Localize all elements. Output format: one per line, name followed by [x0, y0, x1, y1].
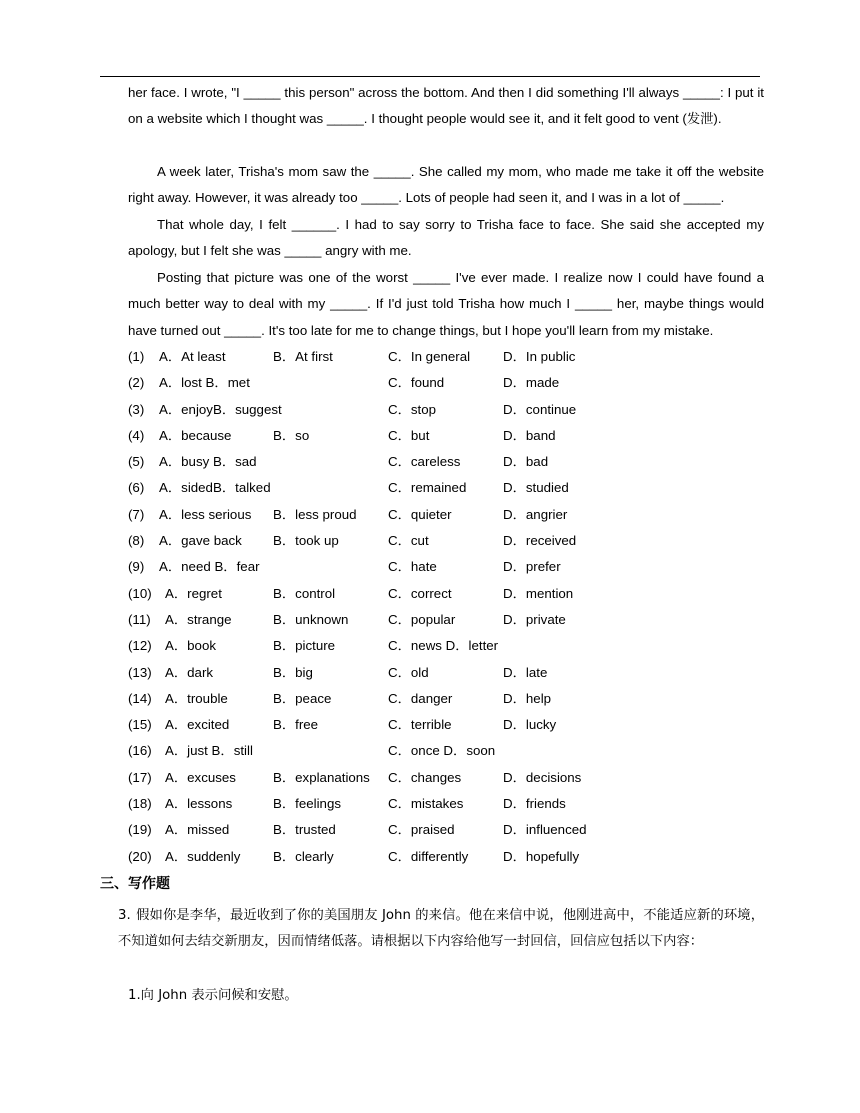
option-a: A．suddenly: [165, 848, 241, 864]
option-row: [128, 844, 768, 870]
option-a: A．excuses: [165, 769, 236, 785]
option-b: B．unknown: [273, 611, 349, 627]
option-c: C．quieter: [388, 506, 452, 522]
option-d: D．influenced: [503, 822, 587, 838]
option-row: [128, 554, 768, 580]
option-c: C．praised: [388, 822, 455, 838]
option-a: A．less serious: [159, 506, 252, 522]
option-d: D．late: [503, 664, 548, 680]
option-b: B．picture: [273, 638, 336, 654]
option-d: D．studied: [503, 480, 569, 496]
option-a: A．enjoyB．suggest: [159, 401, 282, 417]
option-c: C．news D．letter: [388, 638, 499, 654]
option-d: D．mention: [503, 585, 574, 601]
option-b: B．took up: [273, 533, 339, 549]
question-number: (6): [128, 480, 145, 496]
option-row: [128, 397, 768, 423]
passage-paragraph-1: her face. I wrote, "I _____ this person" across the bottom. And then I did something I'll always _____: I put it on a website which I thought was _____. I thought people would see it, and it felt good to vent (发泄).: [128, 85, 764, 127]
header-rule: [100, 76, 760, 77]
option-row: [128, 791, 768, 817]
option-c: C．correct: [388, 585, 452, 601]
question-3-text: 假如你是李华，最近收到了你的美国朋友 John 的来信。他在来信中说，他刚进高中，不能适应新的环境，不知道如何去结交新朋友，因而情绪低落。请根据以下内容给他写一封回信，回信应包括以下内容：: [118, 908, 764, 950]
option-a: A．need B．fear: [159, 559, 260, 575]
option-a: A．because: [159, 427, 232, 443]
option-row: [128, 423, 768, 449]
question-number: (20): [128, 848, 152, 864]
question-3-number: 3.: [118, 908, 131, 923]
option-d: D．made: [503, 375, 560, 391]
option-c: C．differently: [388, 848, 469, 864]
question-number: (18): [128, 796, 152, 812]
question-number: (1): [128, 349, 145, 364]
question-number: (11): [128, 611, 151, 627]
passage-paragraph-2: A week later, Trisha's mom saw the _____. She called my mom, who made me take it off the website right away. However, it was already too _____. Lots of people had seen it, and I was in a lot of _____.: [128, 164, 764, 206]
option-row: [128, 449, 768, 475]
question-number: (2): [128, 375, 145, 391]
option-c: C．hate: [388, 559, 437, 575]
question-number: (8): [128, 533, 145, 549]
option-c: C．danger: [388, 690, 453, 706]
option-b: B．clearly: [273, 848, 334, 864]
option-b: B．feelings: [273, 796, 341, 812]
option-d: D．hopefully: [503, 848, 580, 864]
option-c: C．stop: [388, 401, 437, 417]
option-d: D．bad: [503, 454, 549, 470]
option-c: C．but: [388, 427, 430, 443]
question-number: (9): [128, 559, 145, 575]
option-row: [128, 344, 768, 370]
option-d: D．private: [503, 611, 566, 627]
option-d: D．continue: [503, 401, 577, 417]
question-number: (15): [128, 717, 152, 733]
option-c: C．old: [388, 664, 429, 680]
option-row: [128, 738, 768, 764]
option-b: B．big: [273, 664, 313, 680]
question-number: (5): [128, 454, 145, 470]
option-d: D．band: [503, 427, 556, 443]
option-row: [128, 712, 768, 738]
option-a: A．busy B．sad: [159, 454, 257, 470]
option-c: C．changes: [388, 769, 462, 785]
option-b: B．trusted: [273, 822, 336, 838]
option-d: D．help: [503, 690, 552, 706]
option-b: B．less proud: [273, 506, 357, 522]
option-d: D．In public: [503, 349, 576, 364]
option-d: D．angrier: [503, 506, 568, 522]
section-title: 三、写作题: [100, 876, 170, 892]
question-3: [118, 903, 764, 956]
option-c: C．found: [388, 375, 445, 391]
option-a: A．lessons: [165, 796, 233, 812]
option-b: B．At first: [273, 349, 333, 364]
question-number: (14): [128, 690, 152, 706]
option-a: A．trouble: [165, 690, 228, 706]
option-d: D．lucky: [503, 717, 557, 733]
option-row: [128, 660, 768, 686]
passage-paragraph-4: Posting that picture was one of the worst _____ I've ever made. I realize now I could have found a much better way to deal with my _____. If I'd just told Trisha how much I _____ her, maybe things would have turned out _____. It's too late for me to change things, but I hope you'll learn from my mistake.: [128, 270, 764, 338]
option-row: [128, 502, 768, 528]
option-a: A．regret: [165, 585, 222, 601]
option-a: A．book: [165, 638, 216, 654]
option-row: [128, 370, 768, 396]
option-c: C．remained: [388, 480, 467, 496]
option-c: C．popular: [388, 611, 456, 627]
option-row: [128, 607, 768, 633]
question-number: (7): [128, 506, 145, 522]
passage-paragraph-3: That whole day, I felt ______. I had to say sorry to Trisha face to face. She said she accepted my apology, but I felt she was _____ angry with me.: [128, 217, 764, 259]
option-c: C．once D．soon: [388, 743, 496, 759]
question-number: (4): [128, 427, 145, 443]
option-row: [128, 686, 768, 712]
option-a: A．sidedB．talked: [159, 480, 271, 496]
option-c: C．careless: [388, 454, 461, 470]
option-c: C．terrible: [388, 717, 452, 733]
option-b: B．explanations: [273, 769, 370, 785]
option-d: D．prefer: [503, 559, 561, 575]
option-b: B．peace: [273, 690, 332, 706]
question-number: (10): [128, 585, 152, 601]
question-3-point-1: 1.向 John 表示问候和安慰。: [128, 988, 298, 1003]
question-number: (13): [128, 664, 152, 680]
option-c: C．cut: [388, 533, 429, 549]
option-a: A．just B．still: [165, 743, 253, 759]
option-a: A．missed: [165, 822, 230, 838]
option-d: D．received: [503, 533, 577, 549]
question-number: (19): [128, 822, 152, 838]
option-d: D．decisions: [503, 769, 582, 785]
option-b: B．so: [273, 427, 310, 443]
option-b: B．free: [273, 717, 319, 733]
option-list: [128, 344, 768, 870]
question-number: (3): [128, 401, 145, 417]
option-row: [128, 475, 768, 501]
option-row: [128, 633, 768, 659]
option-a: A．lost B．met: [159, 375, 250, 391]
option-row: [128, 765, 768, 791]
option-b: B．control: [273, 585, 336, 601]
option-row: [128, 817, 768, 843]
option-row: [128, 581, 768, 607]
option-a: A．dark: [165, 664, 214, 680]
question-number: (12): [128, 638, 152, 654]
option-d: D．friends: [503, 796, 566, 812]
option-a: A．strange: [165, 611, 232, 627]
question-number: (16): [128, 743, 152, 759]
option-a: A．At least: [159, 349, 226, 364]
option-c: C．mistakes: [388, 796, 464, 812]
option-c: C．In general: [388, 349, 471, 364]
option-row: [128, 528, 768, 554]
option-a: A．excited: [165, 717, 230, 733]
question-number: (17): [128, 769, 152, 785]
option-a: A．gave back: [159, 533, 242, 549]
